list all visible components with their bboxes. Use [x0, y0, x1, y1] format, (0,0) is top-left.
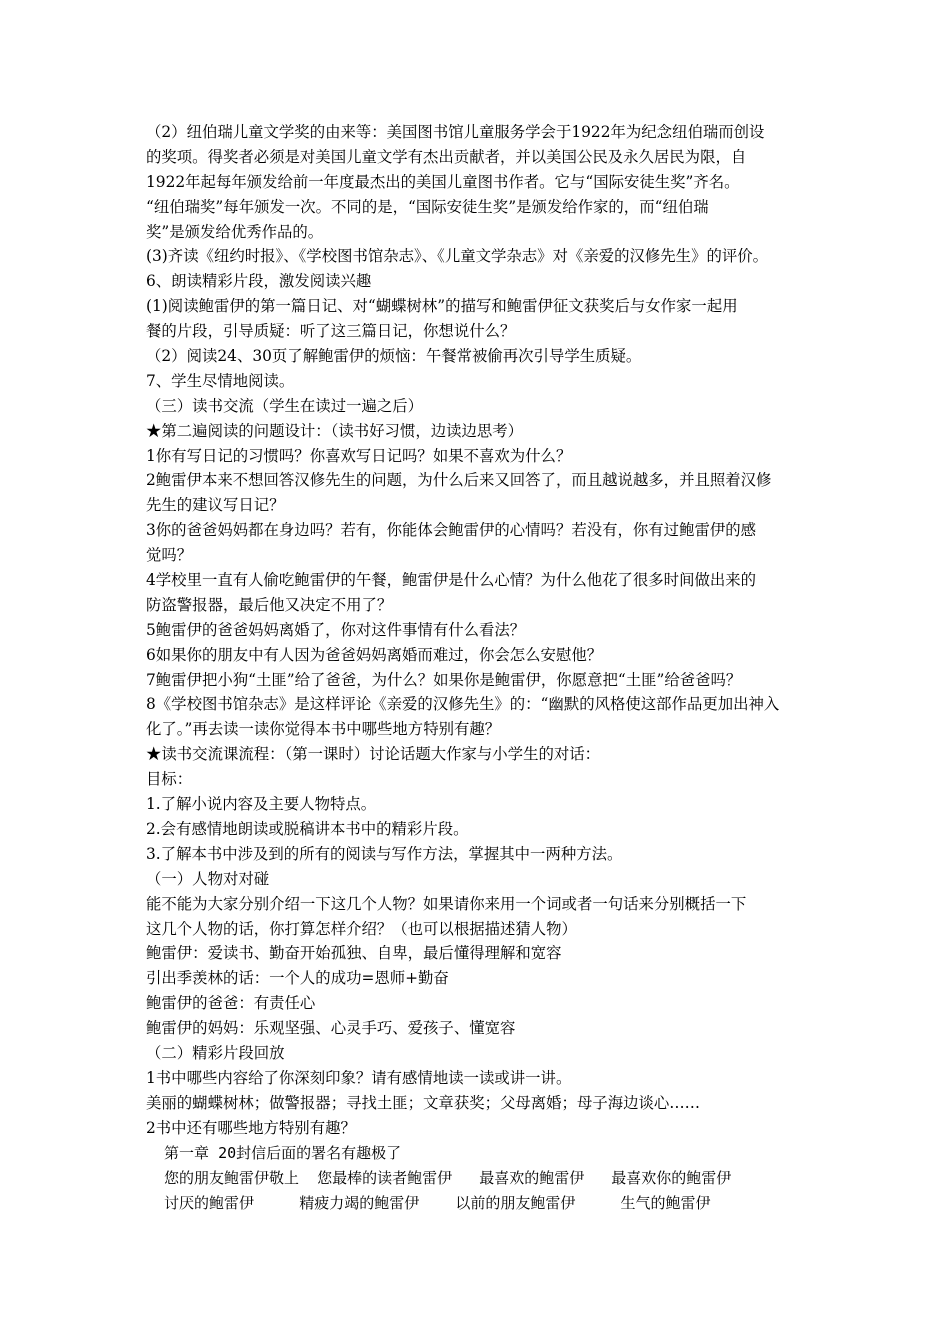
- section-heading: （二）精彩片段回放: [146, 1043, 285, 1062]
- text-line: “纽伯瑞奖”每年颁发一次。不同的是，“国际安徒生奖”是颁发给作家的，而“纽伯瑞: [146, 197, 709, 216]
- text-line: 美丽的蝴蝶树林；做警报器；寻找土匪；文章获奖；父母离婚；母子海边谈心……: [146, 1093, 701, 1112]
- question-line: 觉吗？: [146, 546, 193, 565]
- section-heading: （一）人物对对碰: [146, 869, 270, 888]
- question-line: 4学校里一直有人偷吃鲍雷伊的午餐，鲍雷伊是什么心情？为什么他花了很多时间做出来的: [146, 571, 757, 590]
- question-line: 6如果你的朋友中有人因为爸爸妈妈离婚而难过，你会怎么安慰他？: [146, 645, 603, 664]
- section-heading: ★读书交流课流程：（第一课时）讨论话题大作家与小学生的对话：: [146, 745, 601, 764]
- text-line: 引出季羡林的话：一个人的成功=恩师+勤奋: [146, 969, 449, 988]
- goal-item: 3.了解本书中涉及到的所有的阅读与写作方法，掌握其中一两种方法。: [146, 844, 623, 863]
- question-line: 5鲍雷伊的爸爸妈妈离婚了，你对这件事情有什么看法？: [146, 620, 526, 639]
- text-line: 这几个人物的话，你打算怎样介绍？（也可以根据描述猜人物）: [146, 919, 577, 938]
- text-line: 1922年起每年颁发给前一年度最杰出的美国儿童图书作者。它与“国际安徒生奖”齐名。: [146, 172, 740, 191]
- signature-line: 您的朋友鲍雷伊敬上 您最棒的读者鲍雷伊 最喜欢的鲍雷伊 最喜欢你的鲍雷伊: [146, 1168, 732, 1187]
- text-line: 鲍雷伊：爱读书、勤奋开始孤独、自卑，最后懂得理解和宽容: [146, 944, 562, 963]
- text-line: （2）阅读24、30页了解鲍雷伊的烦恼：午餐常被偷再次引导学生质疑。: [146, 347, 642, 366]
- text-line: 奖”是颁发给优秀作品的。: [146, 222, 324, 241]
- signature-line: 讨厌的鲍雷伊 精疲力竭的鲍雷伊 以前的朋友鲍雷伊 生气的鲍雷伊: [146, 1193, 711, 1212]
- document-body: [146, 120, 826, 1216]
- signature-line: 第一章 20封信后面的署名有趣极了: [146, 1143, 402, 1162]
- question-line: 化了。”再去读一读你觉得本书中哪些地方特别有趣？: [146, 720, 501, 739]
- text-line: 目标：: [146, 770, 193, 789]
- question-line: 防盗警报器，最后他又决定不用了？: [146, 595, 393, 614]
- text-line: (3)齐读《纽约时报》、《学校图书馆杂志》、《儿童文学杂志》对《亲爱的汉修先生》的评价。: [146, 247, 769, 266]
- section-heading: ★第二遍阅读的问题设计：（读书好习惯，边读边思考）: [146, 421, 524, 440]
- goal-item: 2.会有感情地朗读或脱稿讲本书中的精彩片段。: [146, 819, 469, 838]
- section-heading: 7、学生尽情地阅读。: [146, 371, 295, 390]
- text-line: 鲍雷伊的妈妈：乐观坚强、心灵手巧、爱孩子、懂宽容: [146, 1019, 516, 1038]
- text-line: 能不能为大家分别介绍一下这几个人物？如果请你来用一个词或者一句话来分别概括一下: [146, 894, 747, 913]
- question-line: 3你的爸爸妈妈都在身边吗？若有，你能体会鲍雷伊的心情吗？若没有，你有过鲍雷伊的感: [146, 521, 757, 540]
- text-line: 餐的片段，引导质疑：听了这三篇日记，你想说什么？: [146, 322, 516, 341]
- goal-item: 1.了解小说内容及主要人物特点。: [146, 795, 377, 814]
- question-line: 2鲍雷伊本来不想回答汉修先生的问题，为什么后来又回答了，而且越说越多，并且照着汉修: [146, 471, 772, 490]
- text-line: 的奖项。得奖者必须是对美国儿童文学有杰出贡献者，并以美国公民及永久居民为限，自: [146, 147, 747, 166]
- section-heading: （三）读书交流（学生在读过一遍之后）: [146, 396, 424, 415]
- question-line: 2书中还有哪些地方特别有趣？: [146, 1118, 356, 1137]
- question-line: 1书中哪些内容给了你深刻印象？请有感情地读一读或讲一讲。: [146, 1068, 572, 1087]
- text-line: （2）纽伯瑞儿童文学奖的由来等：美国图书馆儿童服务学会于1922年为纪念纽伯瑞而创设: [146, 123, 765, 141]
- question-line: 1你有写日记的习惯吗？你喜欢写日记吗？如果不喜欢为什么？: [146, 446, 572, 465]
- text-line: 鲍雷伊的爸爸：有责任心: [146, 994, 316, 1013]
- question-line: 先生的建议写日记？: [146, 496, 285, 515]
- text-line: (1)阅读鲍雷伊的第一篇日记、对“蝴蝶树林”的描写和鲍雷伊征文获奖后与女作家一起用: [146, 297, 738, 316]
- section-heading: 6、朗读精彩片段，激发阅读兴趣: [146, 272, 372, 291]
- question-line: 8《学校图书馆杂志》是这样评论《亲爱的汉修先生》的：“幽默的风格使这部作品更加出神入: [146, 695, 780, 714]
- question-line: 7鲍雷伊把小狗“土匪”给了爸爸，为什么？如果你是鲍雷伊，你愿意把“土匪”给爸爸吗？: [146, 670, 742, 689]
